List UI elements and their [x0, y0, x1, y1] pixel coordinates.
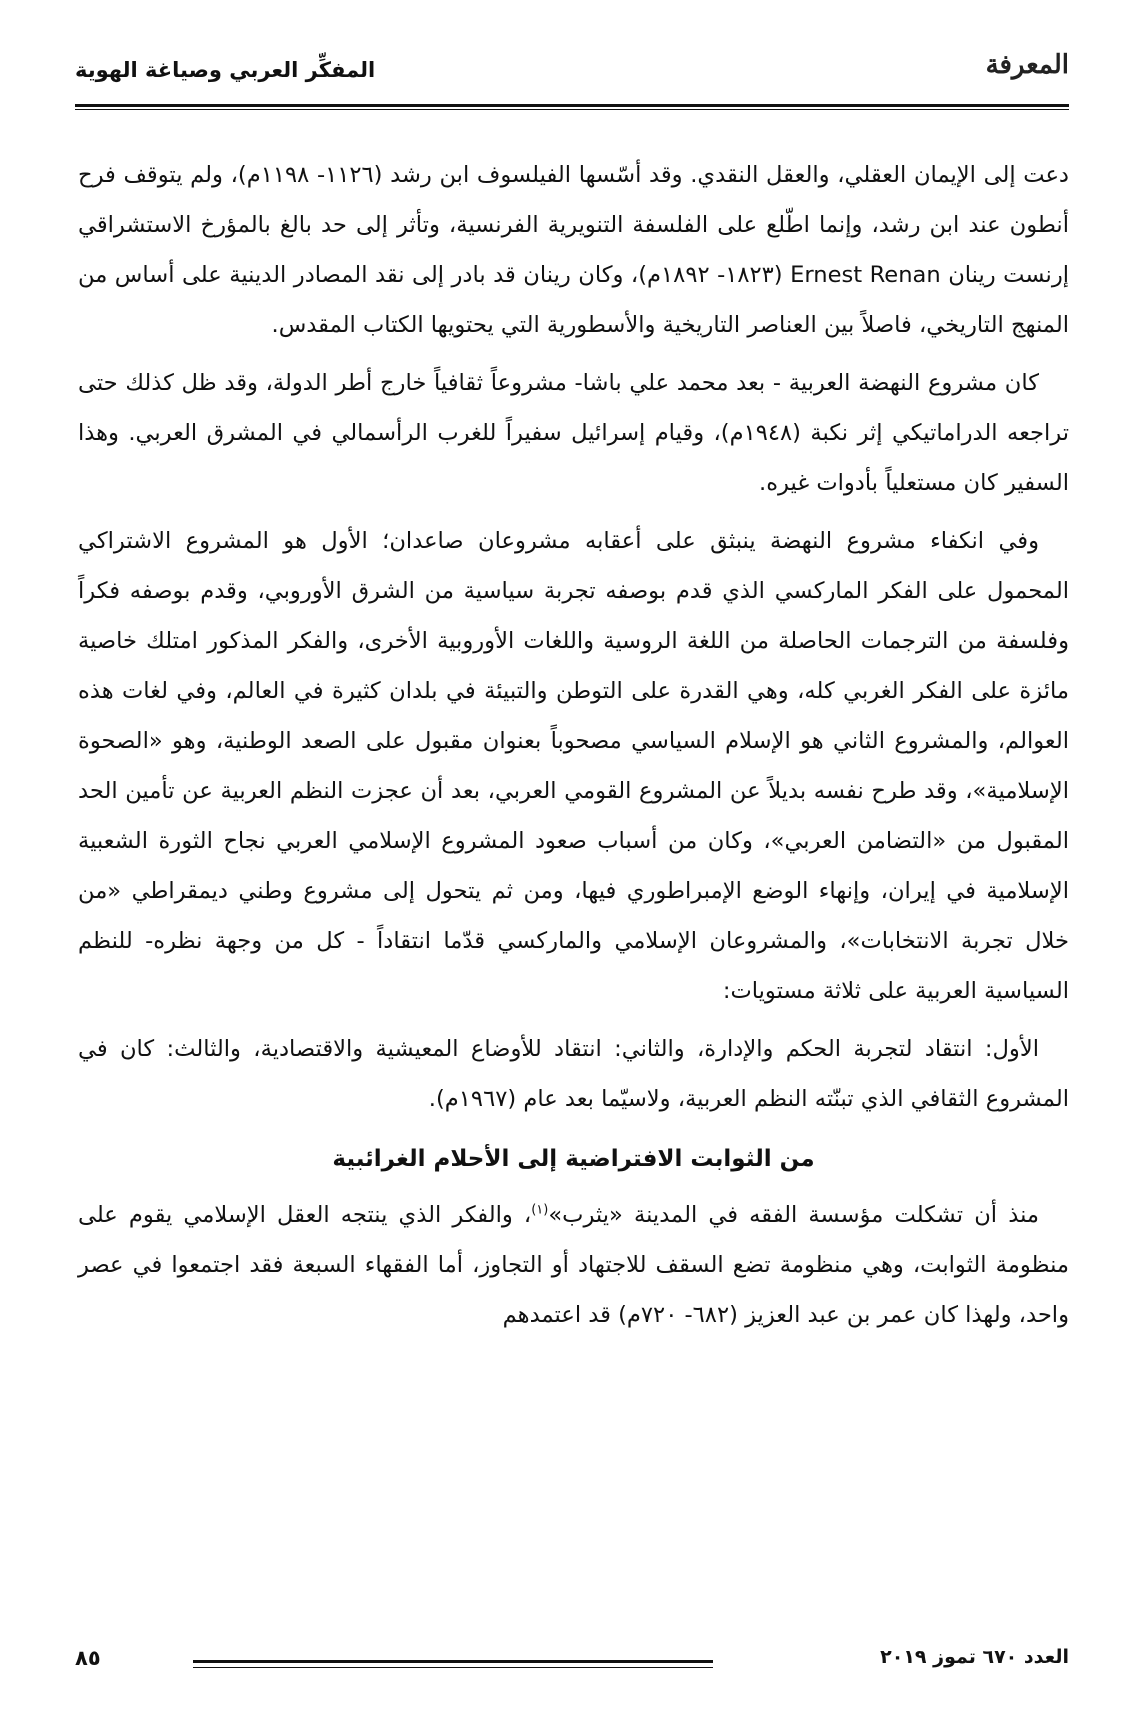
- footer-rule: [193, 1660, 713, 1668]
- page-header: [75, 44, 1069, 102]
- header-rule: [75, 104, 1069, 107]
- section-heading: من الثوابت الافتراضية إلى الأحلام الغرائبية: [332, 1146, 815, 1172]
- paragraph-2: كان مشروع النهضة العربية - بعد محمد علي باشا- مشروعاً ثقافياً خارج أطر الدولة، وقد ظل كذلك حتى تراجعه الدراماتيكي إثر نكبة (١٩٤٨م)، وقيام إسرائيل سفيراً للغرب الرأسمالي في المشرق العربي. وهذا السفير كان مستعلياً بأدوات غيره.: [78, 370, 1069, 496]
- page-footer: [75, 1640, 1069, 1680]
- paragraph-5-start: منذ أن تشكلت مؤسسة الفقه في المدينة «يثرب»: [548, 1202, 1039, 1228]
- footnote-marker: (١): [531, 1202, 549, 1218]
- paragraph-5: [78, 1190, 1069, 1340]
- paragraph-5-rest: ، والفكر الذي ينتجه العقل الإسلامي يقوم على منظومة الثوابت، وهي منظومة تضع السقف للاجتهاد أو التجاوز، أما الفقهاء السبعة فقد اجتمعوا في عصر واحد، ولهذا كان عمر بن عبد العزيز (٦٨٢- ٧٢٠م) قد اعتمدهم: [78, 1202, 1069, 1328]
- magazine-logo: المعرفة: [985, 50, 1069, 80]
- paragraph-1: دعت إلى الإيمان العقلي، والعقل النقدي. وقد أسّسها الفيلسوف ابن رشد (١١٢٦- ١١٩٨م)، ولم يتوقف فرح أنطون عند ابن رشد، وإنما اطّلع على الفلسفة التنويرية الفرنسية، وتأثر إلى حد بالغ بالمؤرخ الاستشراقي إرنست رينان Ernest Renan (١٨٢٣- ١٨٩٢م)، وكان رينان قد بادر إلى نقد المصادر الدينية على أساس من المنهج التاريخي، فاصلاً بين العناصر التاريخية والأسطورية التي يحتويها الكتاب المقدس.: [78, 162, 1070, 338]
- running-title: المفكِّر العربي وصياغة الهوية: [75, 58, 376, 82]
- header-rule-thin: [75, 109, 1069, 110]
- page-number: ٨٥: [75, 1646, 101, 1670]
- paragraph-4: الأول: انتقاد لتجربة الحكم والإدارة، والثاني: انتقاد للأوضاع المعيشية والاقتصادية، والثالث: كان في المشروع الثقافي الذي تبنّته النظم العربية، ولاسيّما بعد عام (١٩٦٧م).: [78, 1036, 1069, 1112]
- paragraph-3: وفي انكفاء مشروع النهضة ينبثق على أعقابه مشروعان صاعدان؛ الأول هو المشروع الاشتراكي المحمول على الفكر الماركسي الذي قدم بوصفه تجربة سياسية من الشرق الأوروبي، وقدم بوصفه فكراً وفلسفة من الترجمات الحاصلة من اللغة الروسية واللغات الأوروبية الأخرى، والفكر المذكور امتلك خاصية مائزة على الفكر الغربي كله، وهي القدرة على التوطن والتبيئة في بلدان كثيرة في العالم، وفي لغات هذه العوالم، والمشروع الثاني هو الإسلام السياسي مصحوباً بعنوان مقبول على الصعد الوطنية، وهو «الصحوة الإسلامية»، وقد طرح نفسه بديلاً عن المشروع القومي العربي، بعد أن عجزت النظم العربية عن تأمين الحد المقبول من «التضامن العربي»، وكان من أسباب صعود المشروع الإسلامي العربي نجاح الثورة الشعبية الإسلامية في إيران، وإنهاء الوضع الإمبراطوري فيها، ومن ثم يتحول إلى مشروع وطني ديمقراطي «من خلال تجربة الانتخابات»، والمشروعان الإسلامي والماركسي قدّما انتقاداً - كل من وجهة نظره- للنظم السياسية العربية على ثلاثة مستويات:: [78, 528, 1069, 1004]
- issue-info: العدد ٦٧٠ تموز ٢٠١٩: [880, 1646, 1069, 1668]
- article-body: [78, 150, 1069, 1348]
